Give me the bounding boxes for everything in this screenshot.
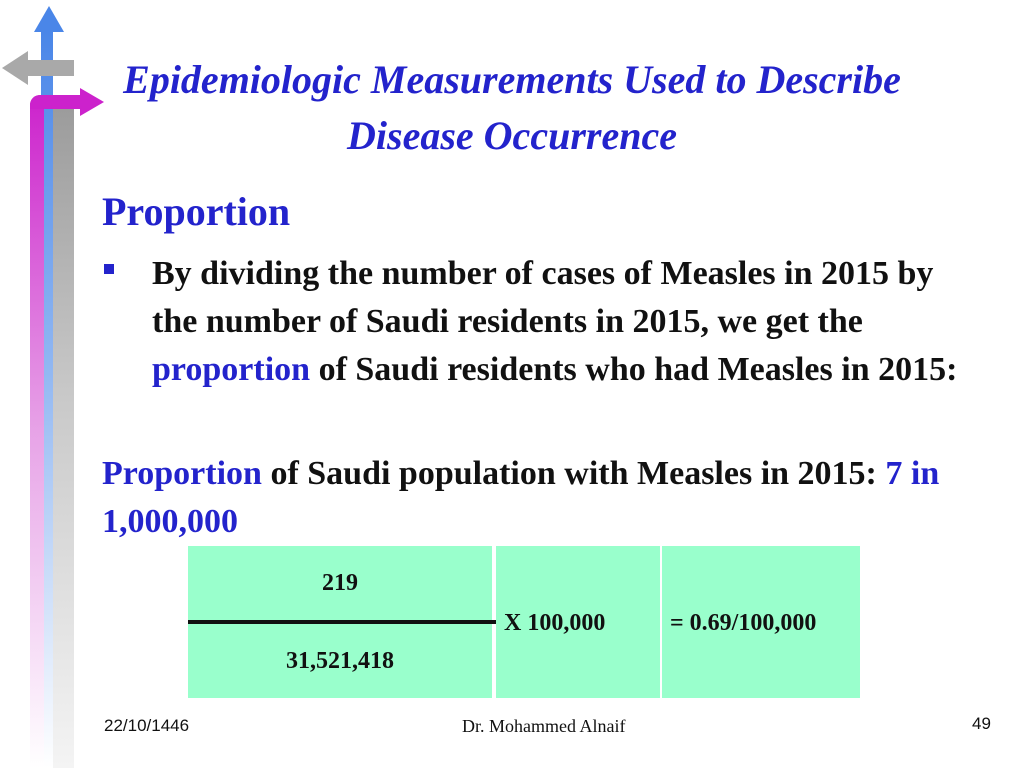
bullet-highlight: proportion xyxy=(152,351,311,388)
summary-text: of Saudi population with Measles in 2015: xyxy=(261,455,886,492)
section-heading: Proportion xyxy=(102,189,291,234)
bullet-text xyxy=(152,250,972,394)
footer-date: 22/10/1446 xyxy=(104,716,190,735)
summary-statement xyxy=(102,450,962,546)
decor-gray-arrow-shaft xyxy=(26,60,74,76)
arrow-up-icon xyxy=(34,6,64,32)
bullet-text-after: of Saudi residents who had Measles in 2015: xyxy=(310,351,958,388)
footer-author: Dr. Mohammed Alnaif xyxy=(462,716,626,736)
arrow-left-icon xyxy=(2,51,28,85)
result-cell xyxy=(662,546,860,698)
result: = 0.69/100,000 xyxy=(670,610,817,636)
denominator: 31,521,418 xyxy=(286,648,394,674)
bullet-square-icon xyxy=(104,264,114,274)
page-number: 49 xyxy=(972,714,991,733)
bullet-text-before: By dividing the number of cases of Measles in 2015 by the number of Saudi residents in 2015, we get the xyxy=(152,255,934,340)
multiplier-cell xyxy=(496,546,660,698)
summary-highlight: Proportion xyxy=(102,455,262,492)
numerator: 219 xyxy=(322,570,358,596)
slide-title: Epidemiologic Measurements Used to Describe Disease Occurrence xyxy=(123,57,901,158)
fraction-line xyxy=(188,620,496,624)
summary-value: 7 in 1,000,000 xyxy=(102,455,940,540)
multiplier: X 100,000 xyxy=(504,610,606,636)
decor-magenta-bar xyxy=(30,95,44,768)
